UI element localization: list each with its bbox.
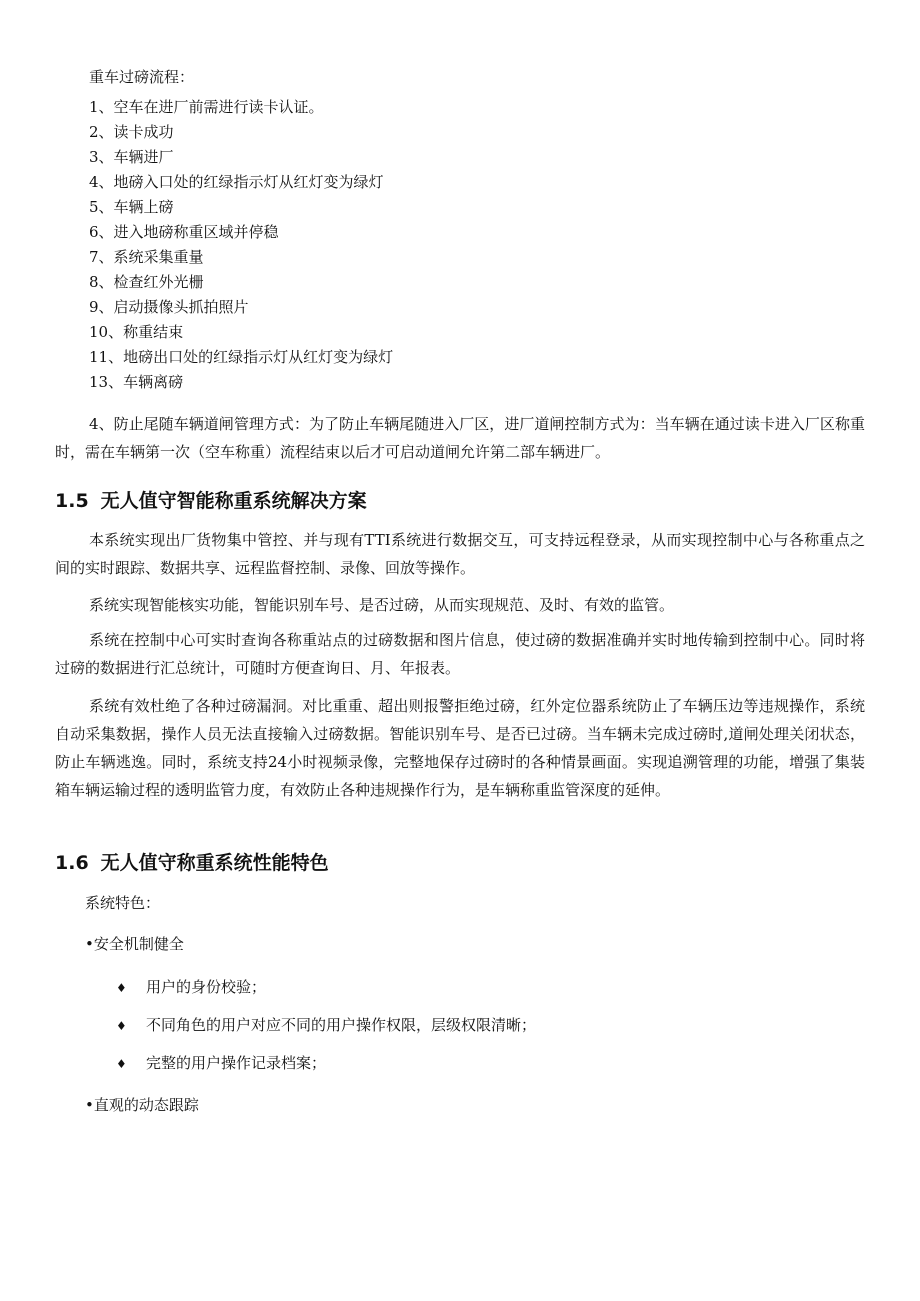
section-1-6-heading — [55, 850, 329, 876]
feature-item: 完整的用户操作记录档案； — [146, 1054, 327, 1072]
flow-step: 13、车辆离磅 — [89, 373, 184, 391]
flow-step: 8、检查红外光栅 — [89, 273, 204, 291]
diamond-bullet-icon: ♦ — [116, 1057, 127, 1071]
features-intro: 系统特色： — [85, 894, 161, 912]
flow-step: 11、地磅出口处的红绿指示灯从红灯变为绿灯 — [89, 348, 394, 366]
feature-item: 不同角色的用户对应不同的用户操作权限，层级权限清晰； — [146, 1016, 537, 1034]
flow-step: 1、空车在进厂前需进行读卡认证。 — [89, 98, 324, 116]
section-1-5-paragraph: 系统有效杜绝了各种过磅漏洞。对比重重、超出则报警拒绝过磅，红外定位器系统防止了车辆压边等违规操作，系统自动采集数据，操作人员无法直接输入过磅数据。智能识别车号、是否已过磅。当车辆未完成过磅时,道闸处理关闭状态，防止车辆逃逸。同时，系统支持24小时视频录像，完整地保存过磅时的各种情景画面。实现追溯管理的功能，增强了集装箱车辆运输过程的透明监管力度，有效防止各种违规操作行为，是车辆称重监管深度的延伸。 — [55, 697, 865, 799]
section-1-5-paragraph: 系统实现智能核实功能，智能识别车号、是否过磅，从而实现规范、及时、有效的监管。 — [89, 596, 675, 614]
flow-step: 3、车辆进厂 — [89, 148, 174, 166]
feature-item: 用户的身份校验； — [146, 978, 267, 996]
flow-step: 7、系统采集重量 — [89, 248, 204, 266]
feature-group-title: •安全机制健全 — [85, 935, 184, 953]
flow-step: 2、读卡成功 — [89, 123, 174, 141]
section-1-5-paragraph: 本系统实现出厂货物集中管控、并与现有TTI系统进行数据交互，可支持远程登录，从而实现控制中心与各称重点之间的实时跟踪、数据共享、远程监督控制、录像、回放等操作。 — [55, 531, 865, 577]
flow-step: 10、称重结束 — [89, 323, 184, 341]
flow-step: 5、车辆上磅 — [89, 198, 174, 216]
tail-prevention-paragraph: 4、防止尾随车辆道闸管理方式：为了防止车辆尾随进入厂区，进厂道闸控制方式为：当车辆在通过读卡进入厂区称重时，需在车辆第一次（空车称重）流程结束以后才可启动道闸允许第二部车辆进厂。 — [55, 415, 865, 461]
section-1-5-paragraph: 系统在控制中心可实时查询各称重站点的过磅数据和图片信息，使过磅的数据准确并实时地传输到控制中心。同时将过磅的数据进行汇总统计，可随时方便查询日、月、年报表。 — [55, 631, 865, 677]
section-title: 无人值守称重系统性能特色 — [100, 852, 329, 874]
diamond-bullet-icon: ♦ — [116, 981, 127, 995]
flow-step: 4、地磅入口处的红绿指示灯从红灯变为绿灯 — [89, 173, 384, 191]
flow-step: 6、进入地磅称重区域并停稳 — [89, 223, 279, 241]
feature-group-title: •直观的动态跟踪 — [85, 1096, 199, 1114]
diamond-bullet-icon: ♦ — [116, 1019, 127, 1033]
section-number: 1.6 — [55, 852, 89, 874]
flow-step: 9、启动摄像头抓拍照片 — [89, 298, 249, 316]
flow-title: 重车过磅流程： — [89, 68, 195, 86]
section-1-5-heading — [55, 488, 367, 514]
section-number: 1.5 — [55, 490, 89, 512]
section-title: 无人值守智能称重系统解决方案 — [100, 490, 367, 512]
